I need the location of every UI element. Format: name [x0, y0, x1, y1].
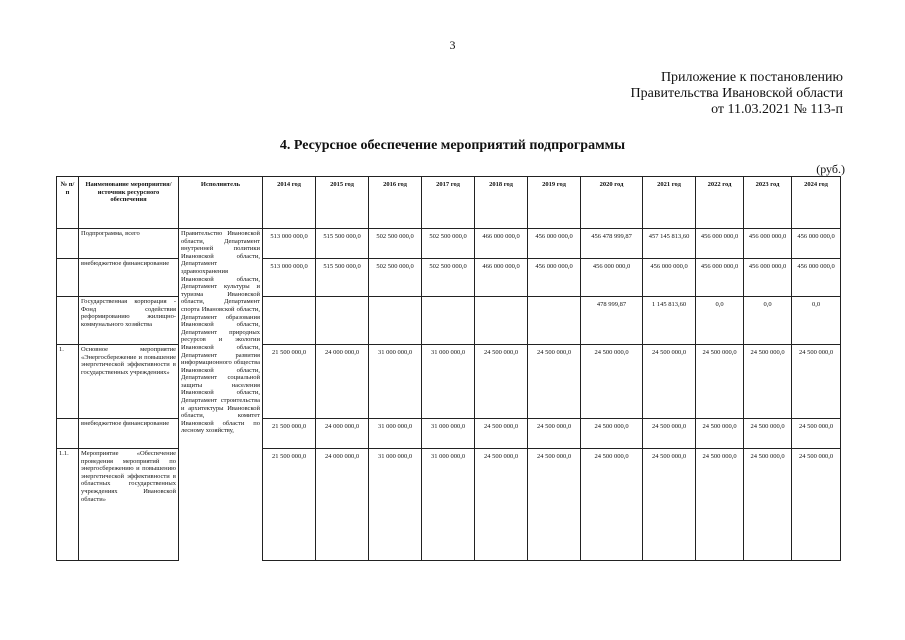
- appendix-line-2: Правительства Ивановской области: [630, 86, 843, 101]
- header-year: 2020 год: [581, 177, 643, 229]
- value-cell: 24 000 000,0: [316, 419, 369, 449]
- value-cell: 24 500 000,0: [581, 345, 643, 419]
- table-row: [57, 345, 841, 419]
- value-cell: 1 145 813,60: [643, 297, 696, 345]
- header-name: Наименование мероприятия/источник ресурсного обеспечения: [79, 177, 179, 229]
- value-cell: 24 500 000,0: [475, 345, 528, 419]
- value-cell: 21 500 000,0: [263, 419, 316, 449]
- value-cell: 0,0: [792, 297, 841, 345]
- row-num: [57, 229, 79, 259]
- row-num: [57, 419, 79, 449]
- value-cell: 513 000 000,0: [263, 259, 316, 297]
- value-cell: 24 500 000,0: [792, 419, 841, 449]
- value-cell: 515 500 000,0: [316, 229, 369, 259]
- table-row: [57, 259, 841, 297]
- row-label: Государственная корпорация - Фонд содействия реформированию жилищно-коммунального хозяйства: [79, 297, 179, 345]
- appendix-note: [631, 70, 843, 118]
- value-cell: 24 500 000,0: [696, 419, 744, 449]
- value-cell: 31 000 000,0: [422, 449, 475, 561]
- value-cell: 502 500 000,0: [422, 259, 475, 297]
- header-year: 2019 год: [528, 177, 581, 229]
- table-row: [57, 419, 841, 449]
- value-cell: 466 000 000,0: [475, 229, 528, 259]
- value-cell: 456 000 000,0: [696, 259, 744, 297]
- value-cell: 24 500 000,0: [475, 449, 528, 561]
- appendix-line-1: Приложение к постановлению: [660, 70, 843, 85]
- header-row: [57, 177, 841, 229]
- row-label: внебюджетное финансирование: [79, 259, 179, 297]
- value-cell: 31 000 000,0: [422, 345, 475, 419]
- value-cell: [528, 297, 581, 345]
- value-cell: 502 500 000,0: [369, 229, 422, 259]
- value-cell: 24 500 000,0: [643, 449, 696, 561]
- table-row: [57, 229, 841, 259]
- row-label: Основное мероприятие «Энергосбережение и повышение энергетической эффективности в государственных учреждениях»: [79, 345, 179, 419]
- value-cell: 24 500 000,0: [475, 419, 528, 449]
- header-year: 2018 год: [475, 177, 528, 229]
- value-cell: 24 500 000,0: [643, 419, 696, 449]
- value-cell: 456 000 000,0: [744, 229, 792, 259]
- value-cell: [475, 297, 528, 345]
- value-cell: 24 500 000,0: [581, 449, 643, 561]
- page-number: 3: [449, 38, 456, 52]
- row-label: внебюджетное финансирование: [79, 419, 179, 449]
- value-cell: 0,0: [744, 297, 792, 345]
- value-cell: [316, 297, 369, 345]
- value-cell: 24 500 000,0: [744, 449, 792, 561]
- value-cell: 456 000 000,0: [792, 259, 841, 297]
- header-year: 2024 год: [792, 177, 841, 229]
- value-cell: 456 000 000,0: [581, 259, 643, 297]
- value-cell: 457 145 813,60: [643, 229, 696, 259]
- header-year: 2015 год: [316, 177, 369, 229]
- row-num: 1.1.: [57, 449, 79, 561]
- value-cell: 24 500 000,0: [696, 345, 744, 419]
- row-label: Подпрограмма, всего: [79, 229, 179, 259]
- value-cell: 502 500 000,0: [369, 259, 422, 297]
- value-cell: [263, 297, 316, 345]
- value-cell: 24 500 000,0: [528, 345, 581, 419]
- resource-table: [56, 176, 841, 561]
- value-cell: 24 500 000,0: [528, 419, 581, 449]
- value-cell: 24 000 000,0: [316, 345, 369, 419]
- value-cell: 456 478 999,87: [581, 229, 643, 259]
- section-title: 4. Ресурсное обеспечение мероприятий подпрограммы: [279, 138, 626, 153]
- value-cell: 21 500 000,0: [263, 345, 316, 419]
- value-cell: 456 000 000,0: [744, 259, 792, 297]
- header-year: 2016 год: [369, 177, 422, 229]
- value-cell: 24 500 000,0: [792, 449, 841, 561]
- value-cell: 456 000 000,0: [696, 229, 744, 259]
- value-cell: 21 500 000,0: [263, 449, 316, 561]
- value-cell: 513 000 000,0: [263, 229, 316, 259]
- value-cell: 24 500 000,0: [581, 419, 643, 449]
- value-cell: 456 000 000,0: [643, 259, 696, 297]
- value-cell: 24 500 000,0: [643, 345, 696, 419]
- value-cell: 502 500 000,0: [422, 229, 475, 259]
- value-cell: [369, 297, 422, 345]
- row-label: Мероприятие «Обеспечение проведения мероприятий по энергосбережению и повышению энергетической эффективности в областных государственных учреждениях Ивановской области»: [79, 449, 179, 561]
- table-row: [57, 449, 841, 561]
- executor-cell: Правительство Ивановской области, Департамент внутренней политики Ивановской области, Департамент здравоохранения Ивановской области, Департамент культуры и туризма Ивановской области, Департамент спорта Ивановской области, Департамент образования Ивановской области, Департамент природных ресурсов и экологии Ивановской области, Департамент развития информационного общества Ивановской области, Департамент социальной защиты населения Ивановской области, Департамент строительства и архитектуры Ивановской области, комитет Ивановской области по лесному хозяйству,: [179, 229, 263, 561]
- value-cell: 31 000 000,0: [369, 449, 422, 561]
- value-cell: 456 000 000,0: [792, 229, 841, 259]
- header-executor: Исполнитель: [179, 177, 263, 229]
- header-year: 2021 год: [643, 177, 696, 229]
- value-cell: 24 500 000,0: [744, 419, 792, 449]
- value-cell: 31 000 000,0: [369, 419, 422, 449]
- header-year: 2022 год: [696, 177, 744, 229]
- appendix-line-3: от 11.03.2021 № 113-п: [711, 102, 843, 117]
- value-cell: 466 000 000,0: [475, 259, 528, 297]
- table-row: [57, 297, 841, 345]
- value-cell: 31 000 000,0: [422, 419, 475, 449]
- value-cell: 456 000 000,0: [528, 259, 581, 297]
- value-cell: 456 000 000,0: [528, 229, 581, 259]
- value-cell: 24 000 000,0: [316, 449, 369, 561]
- row-num: [57, 297, 79, 345]
- value-cell: 24 500 000,0: [792, 345, 841, 419]
- value-cell: 24 500 000,0: [696, 449, 744, 561]
- header-year: 2014 год: [263, 177, 316, 229]
- value-cell: 24 500 000,0: [528, 449, 581, 561]
- value-cell: [422, 297, 475, 345]
- value-cell: 515 500 000,0: [316, 259, 369, 297]
- header-year: 2023 год: [744, 177, 792, 229]
- header-num: № п/п: [57, 177, 79, 229]
- row-num: [57, 259, 79, 297]
- value-cell: 0,0: [696, 297, 744, 345]
- value-cell: 31 000 000,0: [369, 345, 422, 419]
- header-year: 2017 год: [422, 177, 475, 229]
- value-cell: 478 999,87: [581, 297, 643, 345]
- value-cell: 24 500 000,0: [744, 345, 792, 419]
- row-num: 1.: [57, 345, 79, 419]
- currency-unit: (руб.): [816, 162, 845, 176]
